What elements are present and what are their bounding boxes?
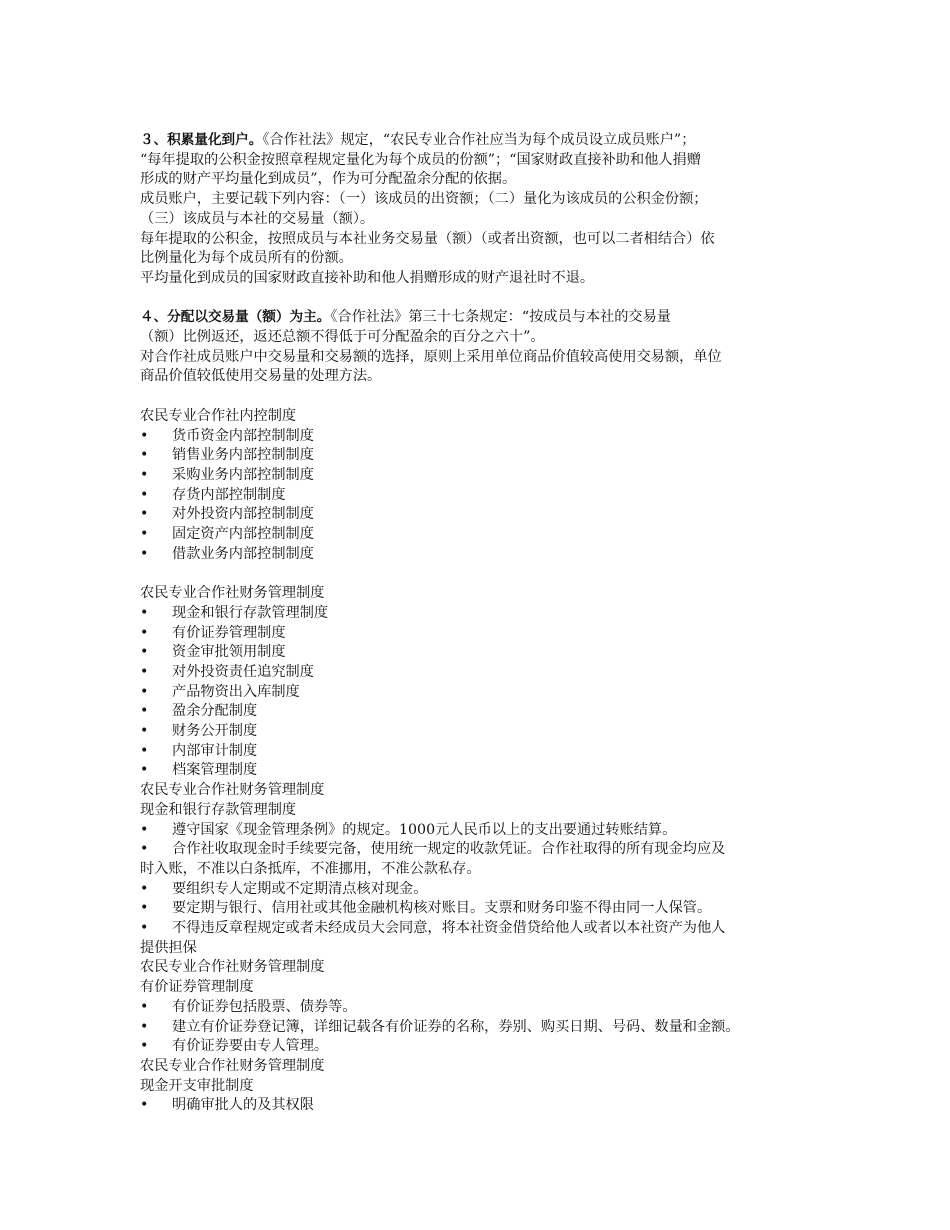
bullet-icon: • (140, 742, 149, 759)
paragraph-line: 形成的财产平均量化到成员”，作为可分配盈余分配的依据。 (140, 171, 517, 188)
list-item-text: 现金和银行存款管理制度 (172, 604, 329, 621)
cash-approval-title: 农民专业合作社财务管理制度 (140, 1058, 325, 1074)
list-item (140, 899, 830, 919)
bullet-icon: • (140, 624, 149, 641)
list-item (140, 761, 830, 781)
bullet-icon: • (140, 762, 149, 779)
list-item (140, 525, 830, 545)
list-item-text: 不得违反章程规定或者未经成员大会同意，将本社资金借贷给他人或者以本社资产为他人 (172, 920, 726, 937)
list-item-text: 财务公开制度 (172, 723, 258, 740)
list-item (140, 486, 830, 506)
bullet-icon: • (140, 703, 149, 720)
finance-mgmt-title: 农民专业合作社财务管理制度 (140, 585, 325, 602)
bullet-icon: • (140, 545, 149, 562)
bullet-icon: • (140, 427, 149, 444)
list-item-text: 建立有价证券登记簿，详细记载各有价证券的名称，券别、购买日期、号码、数量和金额。 (172, 1018, 740, 1035)
section3-line-1 (140, 131, 830, 151)
paragraph-line: （三）该成员与本社的交易量（额）。 (140, 210, 375, 227)
bullet-icon: • (140, 723, 149, 740)
paragraph-line: 平均量化到成员的国家财政直接补助和他人捐赠形成的财产退社时不退。 (140, 269, 595, 286)
list-item-text: 合作社收取现金时手续要完备，使用统一规定的收款凭证。合作社取得的所有现金均应及 (172, 841, 726, 858)
list-item-text: 要组织专人定期或不定期清点核对现金。 (172, 880, 428, 897)
list-item (140, 742, 830, 762)
list-item (140, 840, 830, 860)
bullet-icon: • (140, 447, 149, 464)
list-item-text: 有价证券包括股票、债券等。 (172, 998, 357, 1015)
bullet-icon: • (140, 683, 149, 700)
bullet-icon: • (140, 663, 149, 680)
bullet-icon: • (140, 506, 149, 523)
list-item-text: 对外投资责任追究制度 (172, 663, 314, 680)
list-item-text: 盈余分配制度 (172, 703, 258, 720)
list-item (140, 643, 830, 663)
list-item-text: 遵守国家《现金管理条例》的规定。1000元人民币以上的支出要通过转账结算。 (172, 821, 677, 838)
paragraph-line: 比例量化为每个成员所有的份额。 (140, 250, 353, 267)
list-item-text: 有价证券管理制度 (172, 624, 286, 641)
list-item-text: 对外投资内部控制制度 (172, 506, 314, 523)
list-item-text: 固定资产内部控制制度 (172, 526, 314, 543)
list-item (140, 683, 830, 703)
list-item (140, 505, 830, 525)
list-item (140, 1018, 830, 1038)
internal-control-title: 农民专业合作社内控制度 (140, 407, 297, 424)
section4-line-1 (140, 308, 830, 328)
list-item-text: 内部审计制度 (172, 742, 258, 759)
bullet-icon: • (140, 841, 149, 858)
list-item-text: 资金审批领用制度 (172, 644, 286, 661)
bullet-icon: • (140, 900, 149, 917)
paragraph-line: 对合作社成员账户中交易量和交易额的选择，原则上采用单位商品价值较高使用交易额，单位 (140, 348, 722, 365)
list-item-continuation: 时入账，不准以白条抵库，不准挪用，不准公款私存。 (140, 860, 481, 877)
cash-bank-subtitle: 现金和银行存款管理制度 (140, 801, 297, 818)
list-item (140, 663, 830, 683)
list-item (140, 1037, 830, 1057)
list-item-text: 要定期与银行、信用社或其他金融机构核对账目。支票和财务印鉴不得由同一人保管。 (172, 900, 712, 917)
section4-heading: ４、分配以交易量（额）为主。 (140, 309, 331, 326)
list-item (140, 821, 830, 841)
bullet-icon: • (140, 526, 149, 543)
bullet-icon: • (140, 920, 149, 937)
bullet-icon: • (140, 644, 149, 661)
securities-title: 农民专业合作社财务管理制度 (140, 959, 325, 976)
list-item (140, 545, 830, 565)
paragraph-line: “每年提取的公积金按照章程规定量化为每个成员的份额”；“国家财政直接补助和他人捐赠 (140, 151, 701, 168)
bullet-icon: • (140, 998, 149, 1015)
list-item-text: 销售业务内部控制制度 (172, 447, 314, 464)
list-item (140, 880, 830, 900)
list-item-text: 明确审批人的及其权限 (172, 1097, 314, 1114)
bullet-icon: • (140, 604, 149, 621)
list-item-text: 档案管理制度 (172, 762, 258, 779)
list-item (140, 446, 830, 466)
list-item-text: 借款业务内部控制制度 (172, 545, 314, 562)
paragraph-line: 商品价值较低使用交易量的处理方法。 (140, 368, 382, 385)
securities-subtitle: 有价证券管理制度 (140, 979, 254, 996)
paragraph-line: 成员账户，主要记载下列内容：（一）该成员的出资额；（二）量化为该成员的公积金份额； (140, 191, 708, 208)
section3-text: 《合作社法》规定，“农民专业合作社应当为每个成员设立成员账户”； (262, 132, 696, 148)
bullet-icon: • (140, 880, 149, 897)
paragraph-line: （额）比例返还，返还总额不得低于可分配盈余的百分之六十”。 (140, 329, 545, 346)
bullet-icon: • (140, 466, 149, 483)
cash-bank-title: 农民专业合作社财务管理制度 (140, 782, 325, 799)
list-item (140, 919, 830, 939)
section4-text: 《合作社法》第三十七条规定：“按成员与本社的交易量 (330, 309, 671, 326)
cash-approval-subtitle: 现金开支审批制度 (140, 1077, 254, 1094)
section3-heading: ３、积累量化到户。 (140, 132, 263, 148)
bullet-icon: • (140, 486, 149, 503)
bullet-icon: • (140, 821, 149, 838)
list-item (140, 998, 830, 1018)
list-item (140, 702, 830, 722)
document-page (140, 131, 830, 1116)
list-item-text: 货币资金内部控制制度 (172, 427, 314, 444)
list-item (140, 604, 830, 624)
bullet-icon: • (140, 1018, 149, 1035)
list-item (140, 722, 830, 742)
list-item (140, 624, 830, 644)
list-item-text: 有价证券要由专人管理。 (172, 1038, 329, 1055)
list-item-text: 产品物资出入库制度 (172, 683, 300, 700)
list-item-text: 存货内部控制制度 (172, 486, 286, 503)
paragraph-line: 每年提取的公积金，按照成员与本社业务交易量（额）（或者出资额，也可以二者相结合）依 (140, 230, 715, 247)
list-item (140, 427, 830, 447)
list-item (140, 1096, 830, 1116)
bullet-icon: • (140, 1097, 149, 1114)
list-item-continuation: 提供担保 (140, 939, 197, 956)
list-item-text: 采购业务内部控制制度 (172, 466, 314, 483)
bullet-icon: • (140, 1038, 149, 1055)
list-item (140, 466, 830, 486)
